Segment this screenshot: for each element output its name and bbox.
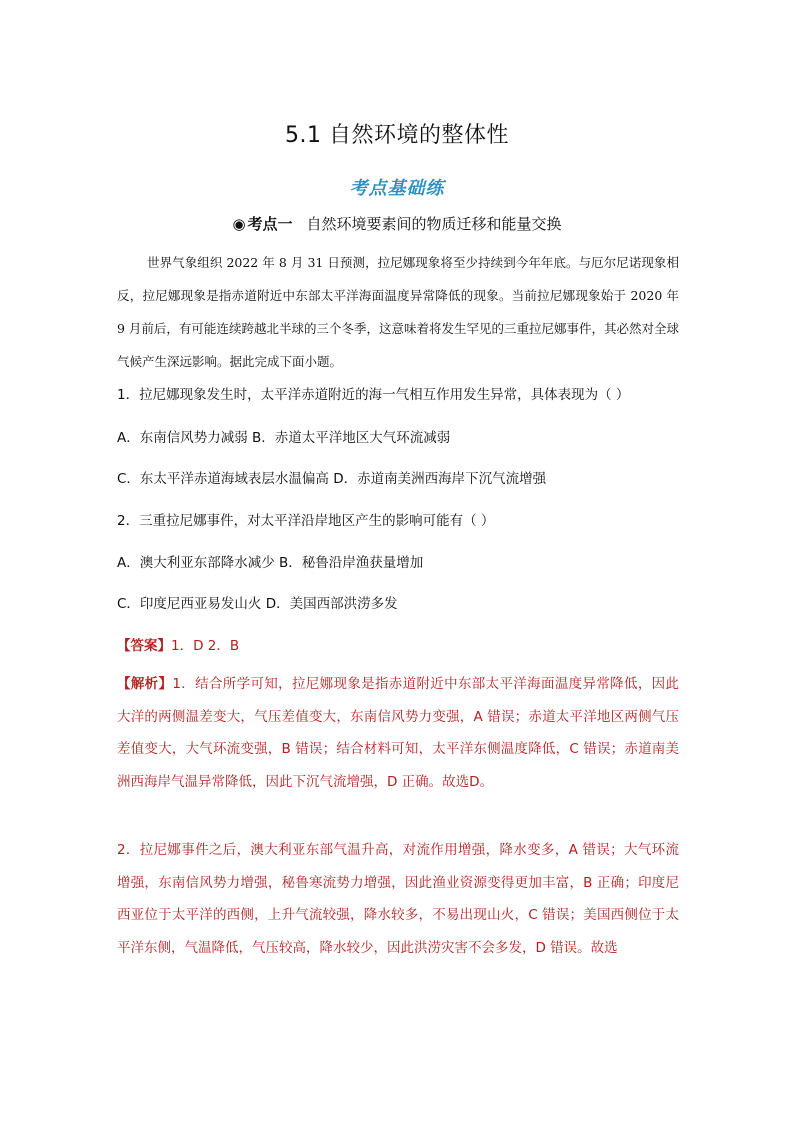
answer-label: 【答案】 (117, 638, 171, 654)
analysis-paragraph-2 (117, 834, 679, 964)
section-text: 自然环境要素间的物质迁移和能量交换 (306, 215, 562, 233)
section-label: 考点一 (247, 215, 293, 233)
question-1-stem: 1．拉尼娜现象发生时，太平洋赤道附近的海一气相互作用发生异常，具体表现为（ ） (117, 387, 630, 403)
answer-line (117, 634, 239, 654)
question-1-options-ab: A．东南信风势力减弱 B．赤道太平洋地区大气环流减弱 (117, 430, 451, 446)
section-subtitle: 考点基础练 (349, 178, 445, 199)
analysis-paragraph-1 (117, 668, 679, 798)
analysis-text-2: 2．拉尼娜事件之后，澳大利亚东部气温升高，对流作用增强，降水变多，A 错误；大气环流增强，东南信风势力增强，秘鲁寒流势力增强，因此渔业资源变得更加丰富，B 正确；印度尼西亚位于太平洋的西侧，上升气流较强，降水较多，不易出现山火，C 错误；美国西侧位于太平洋东侧，气温降低，气压较高，降水较少，因此洪涝灾害不会多发，D 错误。故选 (117, 842, 679, 956)
question-1-options-cd: C．东太平洋赤道海域表层水温偏高 D．赤道南美洲西海岸下沉气流增强 (117, 471, 547, 487)
section-heading (0, 213, 794, 234)
page-title: 5.1 自然环境的整体性 (285, 123, 509, 148)
bullet-icon: ◉ (232, 215, 246, 233)
material-text: 世界气象组织 2022 年 8 月 31 日预测，拉尼娜现象将至少持续到今年年底。与厄尔尼诺现象相反，拉尼娜现象是指赤道附近中东部太平洋海面温度异常降低的现象。当前拉尼娜现象始于 2020 年 9 月前后，有可能连续跨越北半球的三个冬季，这意味着将发生罕见的三重拉尼娜事件，其必然对全球气候产生深远影响。据此完成下面小题。 (117, 255, 679, 369)
analysis-label: 【解析】 (117, 676, 173, 692)
answer-text: 1．D 2．B (171, 638, 240, 654)
material-paragraph (117, 246, 679, 378)
question-2-options-cd: C．印度尼西亚易发山火 D．美国西部洪涝多发 (117, 596, 398, 612)
question-2-options-ab: A．澳大利亚东部降水减少 B．秘鲁沿岸渔获量增加 (117, 555, 424, 571)
analysis-text-1: 1．结合所学可知，拉尼娜现象是指赤道附近中东部太平洋海面温度异常降低，因此大洋的两侧温差变大，气压差值变大，东南信风势力变强，A 错误；赤道太平洋地区两侧气压差值变大，大气环流变强，B 错误；结合材料可知，太平洋东侧温度降低，C 错误；赤道南美洲西海岸气温异常降低，因此下沉气流增强，D 正确。故选D。 (117, 676, 679, 790)
question-2-stem: 2．三重拉尼娜事件，对太平洋沿岸地区产生的影响可能有（ ） (117, 513, 495, 529)
